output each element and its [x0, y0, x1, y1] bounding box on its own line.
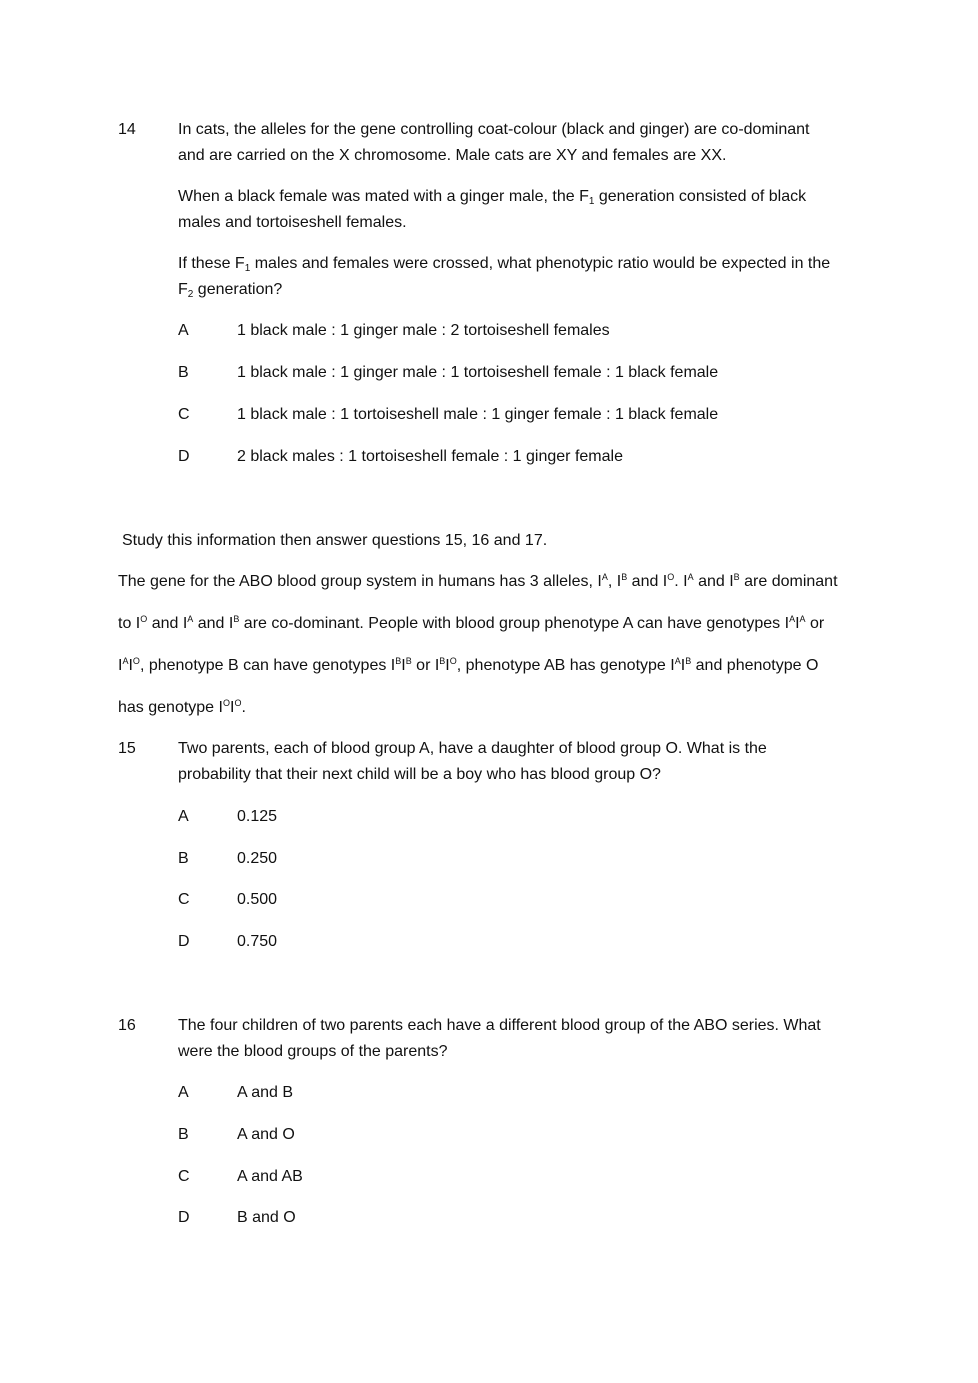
- stem-line: were the blood groups of the parents?: [178, 1043, 448, 1060]
- text-run: I: [128, 657, 133, 674]
- option-text: 1 black male : 1 tortoiseshell male : 1 ginger female : 1 black female: [237, 406, 719, 423]
- option-letter: A: [178, 1084, 189, 1101]
- superscript: A: [601, 572, 608, 582]
- option-text: 1 black male : 1 ginger male : 1 tortoiseshell female : 1 black female: [237, 364, 719, 381]
- subscript: 1: [244, 263, 251, 274]
- option-text: 0.750: [237, 933, 278, 950]
- text-run: , phenotype AB has genotype I: [456, 657, 675, 674]
- option-text: 0.500: [237, 891, 278, 908]
- question-number: 15: [118, 740, 136, 757]
- stem-line: In cats, the alleles for the gene controlling coat-colour (black and ginger) are co-dominant: [178, 121, 810, 138]
- superscript: A: [799, 614, 806, 624]
- text-run: , I: [607, 573, 622, 590]
- text-run: are dominant: [739, 573, 838, 590]
- text-run: or I: [411, 657, 440, 674]
- stem-line: and are carried on the X chromosome. Male cats are XY and females are XX.: [178, 147, 727, 164]
- question-stem: [178, 184, 858, 236]
- question-stem: [178, 117, 858, 169]
- text-run: to I: [118, 615, 141, 632]
- option-letter: D: [178, 448, 190, 465]
- info-line: [118, 569, 863, 595]
- superscript: B: [733, 572, 740, 582]
- question-stem: [178, 736, 858, 788]
- superscript: B: [439, 656, 446, 666]
- superscript: B: [621, 572, 628, 582]
- superscript: A: [674, 656, 681, 666]
- stem-line: probability that their next child will be a boy who has blood group O?: [178, 766, 661, 783]
- option-text: A and O: [237, 1126, 295, 1143]
- text-run: and I: [627, 573, 668, 590]
- text-run: generation consisted of black: [594, 188, 807, 205]
- text-run: When a black female was mated with a ginger male, the F: [178, 188, 589, 205]
- superscript: B: [395, 656, 402, 666]
- superscript: B: [405, 656, 412, 666]
- superscript: O: [222, 698, 230, 708]
- text-run: , phenotype B can have genotypes I: [139, 657, 396, 674]
- option-letter: A: [178, 808, 189, 825]
- text-run: I: [118, 657, 123, 674]
- info-heading: Study this information then answer questions 15, 16 and 17.: [122, 532, 548, 549]
- text-run: are co-dominant. People with blood group phenotype A can have genotypes I: [239, 615, 790, 632]
- option-letter: B: [178, 850, 189, 867]
- option-letter: C: [178, 1168, 190, 1185]
- text-run: The gene for the ABO blood group system in humans has 3 alleles, I: [118, 573, 602, 590]
- stem-line: Two parents, each of blood group A, have a daughter of blood group O. What is the: [178, 740, 767, 757]
- text-run: generation?: [193, 281, 283, 298]
- superscript: A: [187, 614, 194, 624]
- info-line: [118, 611, 863, 637]
- superscript: O: [132, 656, 140, 666]
- subscript: 2: [187, 289, 194, 300]
- superscript: O: [449, 656, 457, 666]
- subscript: 1: [588, 196, 595, 207]
- option-letter: C: [178, 891, 190, 908]
- text-run: males and females were crossed, what phenotypic ratio would be expected in the: [250, 255, 831, 272]
- text-run: .: [241, 699, 246, 716]
- superscript: O: [140, 614, 148, 624]
- stem-line: [178, 277, 858, 303]
- text-run: or: [805, 615, 825, 632]
- text-run: I: [401, 657, 406, 674]
- option-letter: A: [178, 322, 189, 339]
- option-letter: D: [178, 933, 190, 950]
- superscript: B: [685, 656, 692, 666]
- option-text: 1 black male : 1 ginger male : 2 tortoiseshell females: [237, 322, 610, 339]
- text-run: F: [178, 281, 188, 298]
- info-line: [118, 653, 863, 679]
- question-stem: [178, 251, 858, 303]
- text-run: If these F: [178, 255, 245, 272]
- superscript: A: [687, 572, 694, 582]
- stem-line: males and tortoiseshell females.: [178, 214, 407, 231]
- text-run: and I: [147, 615, 188, 632]
- question-stem: [178, 1013, 858, 1065]
- superscript: O: [234, 698, 242, 708]
- superscript: A: [122, 656, 129, 666]
- stem-line: [178, 184, 858, 210]
- text-run: I: [229, 699, 235, 716]
- question-number: 16: [118, 1017, 136, 1034]
- option-text: 2 black males : 1 tortoiseshell female : 1 ginger female: [237, 448, 623, 465]
- superscript: O: [667, 572, 675, 582]
- option-text: 0.125: [237, 808, 278, 825]
- option-letter: B: [178, 364, 189, 381]
- option-text: A and B: [237, 1084, 294, 1101]
- text-run: I: [680, 657, 686, 674]
- option-text: 0.250: [237, 850, 278, 867]
- text-run: and phenotype O: [691, 657, 819, 674]
- stem-line: The four children of two parents each have a different blood group of the ABO series. What: [178, 1017, 821, 1034]
- superscript: A: [789, 614, 796, 624]
- text-run: and I: [193, 615, 234, 632]
- stem-line: [178, 251, 858, 277]
- text-run: . I: [674, 573, 688, 590]
- text-run: and I: [693, 573, 734, 590]
- superscript: B: [233, 614, 240, 624]
- text-run: I: [795, 615, 800, 632]
- option-letter: D: [178, 1209, 190, 1226]
- option-text: B and O: [237, 1209, 296, 1226]
- option-letter: B: [178, 1126, 189, 1143]
- question-number: 14: [118, 121, 136, 138]
- info-line: [118, 695, 863, 721]
- option-text: A and AB: [237, 1168, 303, 1185]
- text-run: has genotype I: [118, 699, 223, 716]
- option-letter: C: [178, 406, 190, 423]
- text-run: I: [445, 657, 450, 674]
